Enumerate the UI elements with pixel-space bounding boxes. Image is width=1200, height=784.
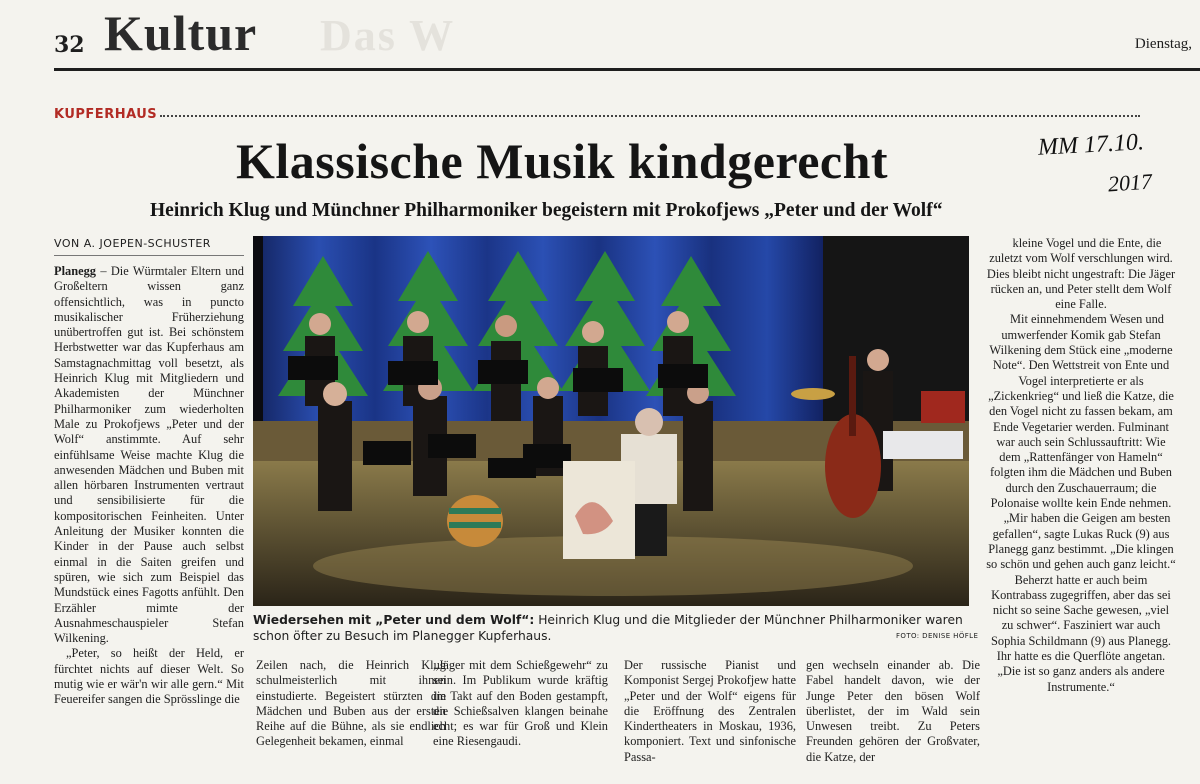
- article-column-1: [54, 264, 244, 708]
- concert-photo: [253, 236, 969, 606]
- date-label: Dienstag,: [1134, 36, 1192, 52]
- article-column-4: [624, 658, 796, 765]
- handwritten-note-line2: 2017: [1107, 168, 1153, 197]
- article-column-2: [256, 658, 446, 750]
- article-kicker: KUPFERHAUS: [54, 107, 158, 122]
- photo-credit: FOTO: DENISE HÖFLE: [896, 632, 979, 640]
- header-rule: [54, 68, 1200, 71]
- column-3-text: „Jäger mit dem Schießgewehr“ zu sein. Im Publikum wurde kräftig im Takt auf den Boden gestampft, die Schießsalven klangen beinahe echt; es war für Groß und Klein eine Riesengaudi.: [433, 658, 608, 749]
- byline: VON A. JOEPEN-SCHUSTER: [54, 237, 244, 256]
- bleed-through-text: Das W: [320, 11, 456, 60]
- column-1-text: – Die Würmtaler Eltern und Großeltern wissen ganz offensichtlich, was in puncto musikalischer Früherziehung unübertroffen gut ist. Bei schönstem Herbstwetter war das Kupferhaus am Samstagnachmittag voll besetzt, als Heinrich Klug mit Mitgliedern und Akademisten der Münchner Philharmoniker zum wiederholten Male zu Prokofjews „Peter und der Wolf“ anstimmte. Auf sehr einfühlsame Weise machte Klug die anwesenden Mädchen und Buben mit allen hörbaren Instrumenten vertraut und sensibilisierte für die kompositorischen Feinheiten. Unter Anleitung der Musiker konnten die Kinder in der Pause auch selbst einmal in die Saiten greifen und spüren, wie sich zum Beispiel das Mundstück eines Fagotts anfühlt. Den Erzähler mimte der Ausnahmeschauspieler Stefan Wilkening.: [54, 264, 244, 646]
- article-column-3: [433, 658, 608, 750]
- kicker-dotted-rule: [160, 115, 1140, 117]
- column-5-text: gen wechseln einander ab. Die Fabel handelt davon, wie der Junge Peter den bösen Wolf überlistet, der im Wald sein Unwesen treibt. Zu Peters Freunden gehören der Großvater, die Katze, der: [806, 658, 980, 764]
- drum: [921, 391, 965, 423]
- column-6-paragraph-1: kleine Vogel und die Ente, die zuletzt vom Wolf verschlungen wird. Dies bleibt nicht ungestraft: Die Jäger rücken an, und Peter stellt dem Wolf eine Falle.: [986, 236, 1176, 312]
- caption-lead: Wiedersehen mit „Peter und dem Wolf“:: [253, 613, 535, 627]
- column-6-paragraph-2: Mit einnehmendem Wesen und umwerfender Komik gab Stefan Wilkening dem Stück eine „moderne Note“. Den Wettstreit von Ente und Vogel interpretierte er als „Zickenkrieg“ und ließ die Katze, die den Vogel nicht zu fassen bekam, am Ende Vegetarier werden. Fulminant war auch sein Schlussauftritt: Wie dem „Rattenfänger von Hameln“ folgten ihm die Mädchen und Buben durch den Zuschauerraum; die Polonaise wollte kein Ende nehmen.: [988, 312, 1174, 511]
- caption-text: Heinrich Klug und die Mitglieder der Münchner Philharmoniker waren schon öfter zu Besuch im Planegger Kupferhaus.: [253, 613, 963, 643]
- section-title: Kultur: [104, 5, 258, 61]
- basket: [447, 495, 503, 547]
- column-4-text: Der russische Pianist und Komponist Sergej Prokofjew hatte „Peter und der Wolf“ eigens für die Eröffnung des Zentralen Kindertheaters in Moskau, 1936, komponiert. Text und sinfonische Passa-: [624, 658, 796, 764]
- article-subheadline: Heinrich Klug und Münchner Philharmoniker begeistern mit Prokofjews „Peter und der Wolf“: [150, 200, 943, 221]
- article-column-5: [806, 658, 980, 765]
- page-number: 32: [54, 32, 85, 58]
- column-6-paragraph-3: „Mir haben die Geigen am besten gefallen“, sagte Lukas Ruck (9) aus Planegg ganz bestimmt. „Die klingen so schön und gehen auch ganz leicht.“ Beherzt hatte er auch beim Kontrabass zugegriffen, aber das sei nicht so seine Sache gewesen, „viel zu schwer“. Fasziniert war auch Sophia Schildmann (9) aus Planegg. Ihr hatte es die Querflöte angetan. „Die ist so ganz anders als andere Instrumente.“: [986, 511, 1176, 694]
- handwritten-note-line1: MM 17.10.: [1037, 129, 1145, 161]
- column-2-text: Zeilen nach, die Heinrich Klug schulmeisterlich mit ihnen einstudierte. Begeistert stürzten die Mädchen und Buben aus der ersten Reihe auf die Bühne, als sie endlich Gelegenheit bekamen, einmal: [256, 658, 446, 749]
- column-1-paragraph-2: „Peter, so heißt der Held, er fürchtet nichts auf dieser Welt. So mutig wie er wär'n wir alle gern.“ Mit Feuereifer sangen die Sprösslinge die: [54, 646, 244, 707]
- dateline: Planegg: [54, 264, 96, 278]
- photo-caption: [253, 612, 969, 644]
- article-column-6: [986, 236, 1176, 695]
- article-headline: Klassische Musik kindgerecht: [236, 133, 889, 189]
- column-1-paragraph-1: [54, 264, 244, 646]
